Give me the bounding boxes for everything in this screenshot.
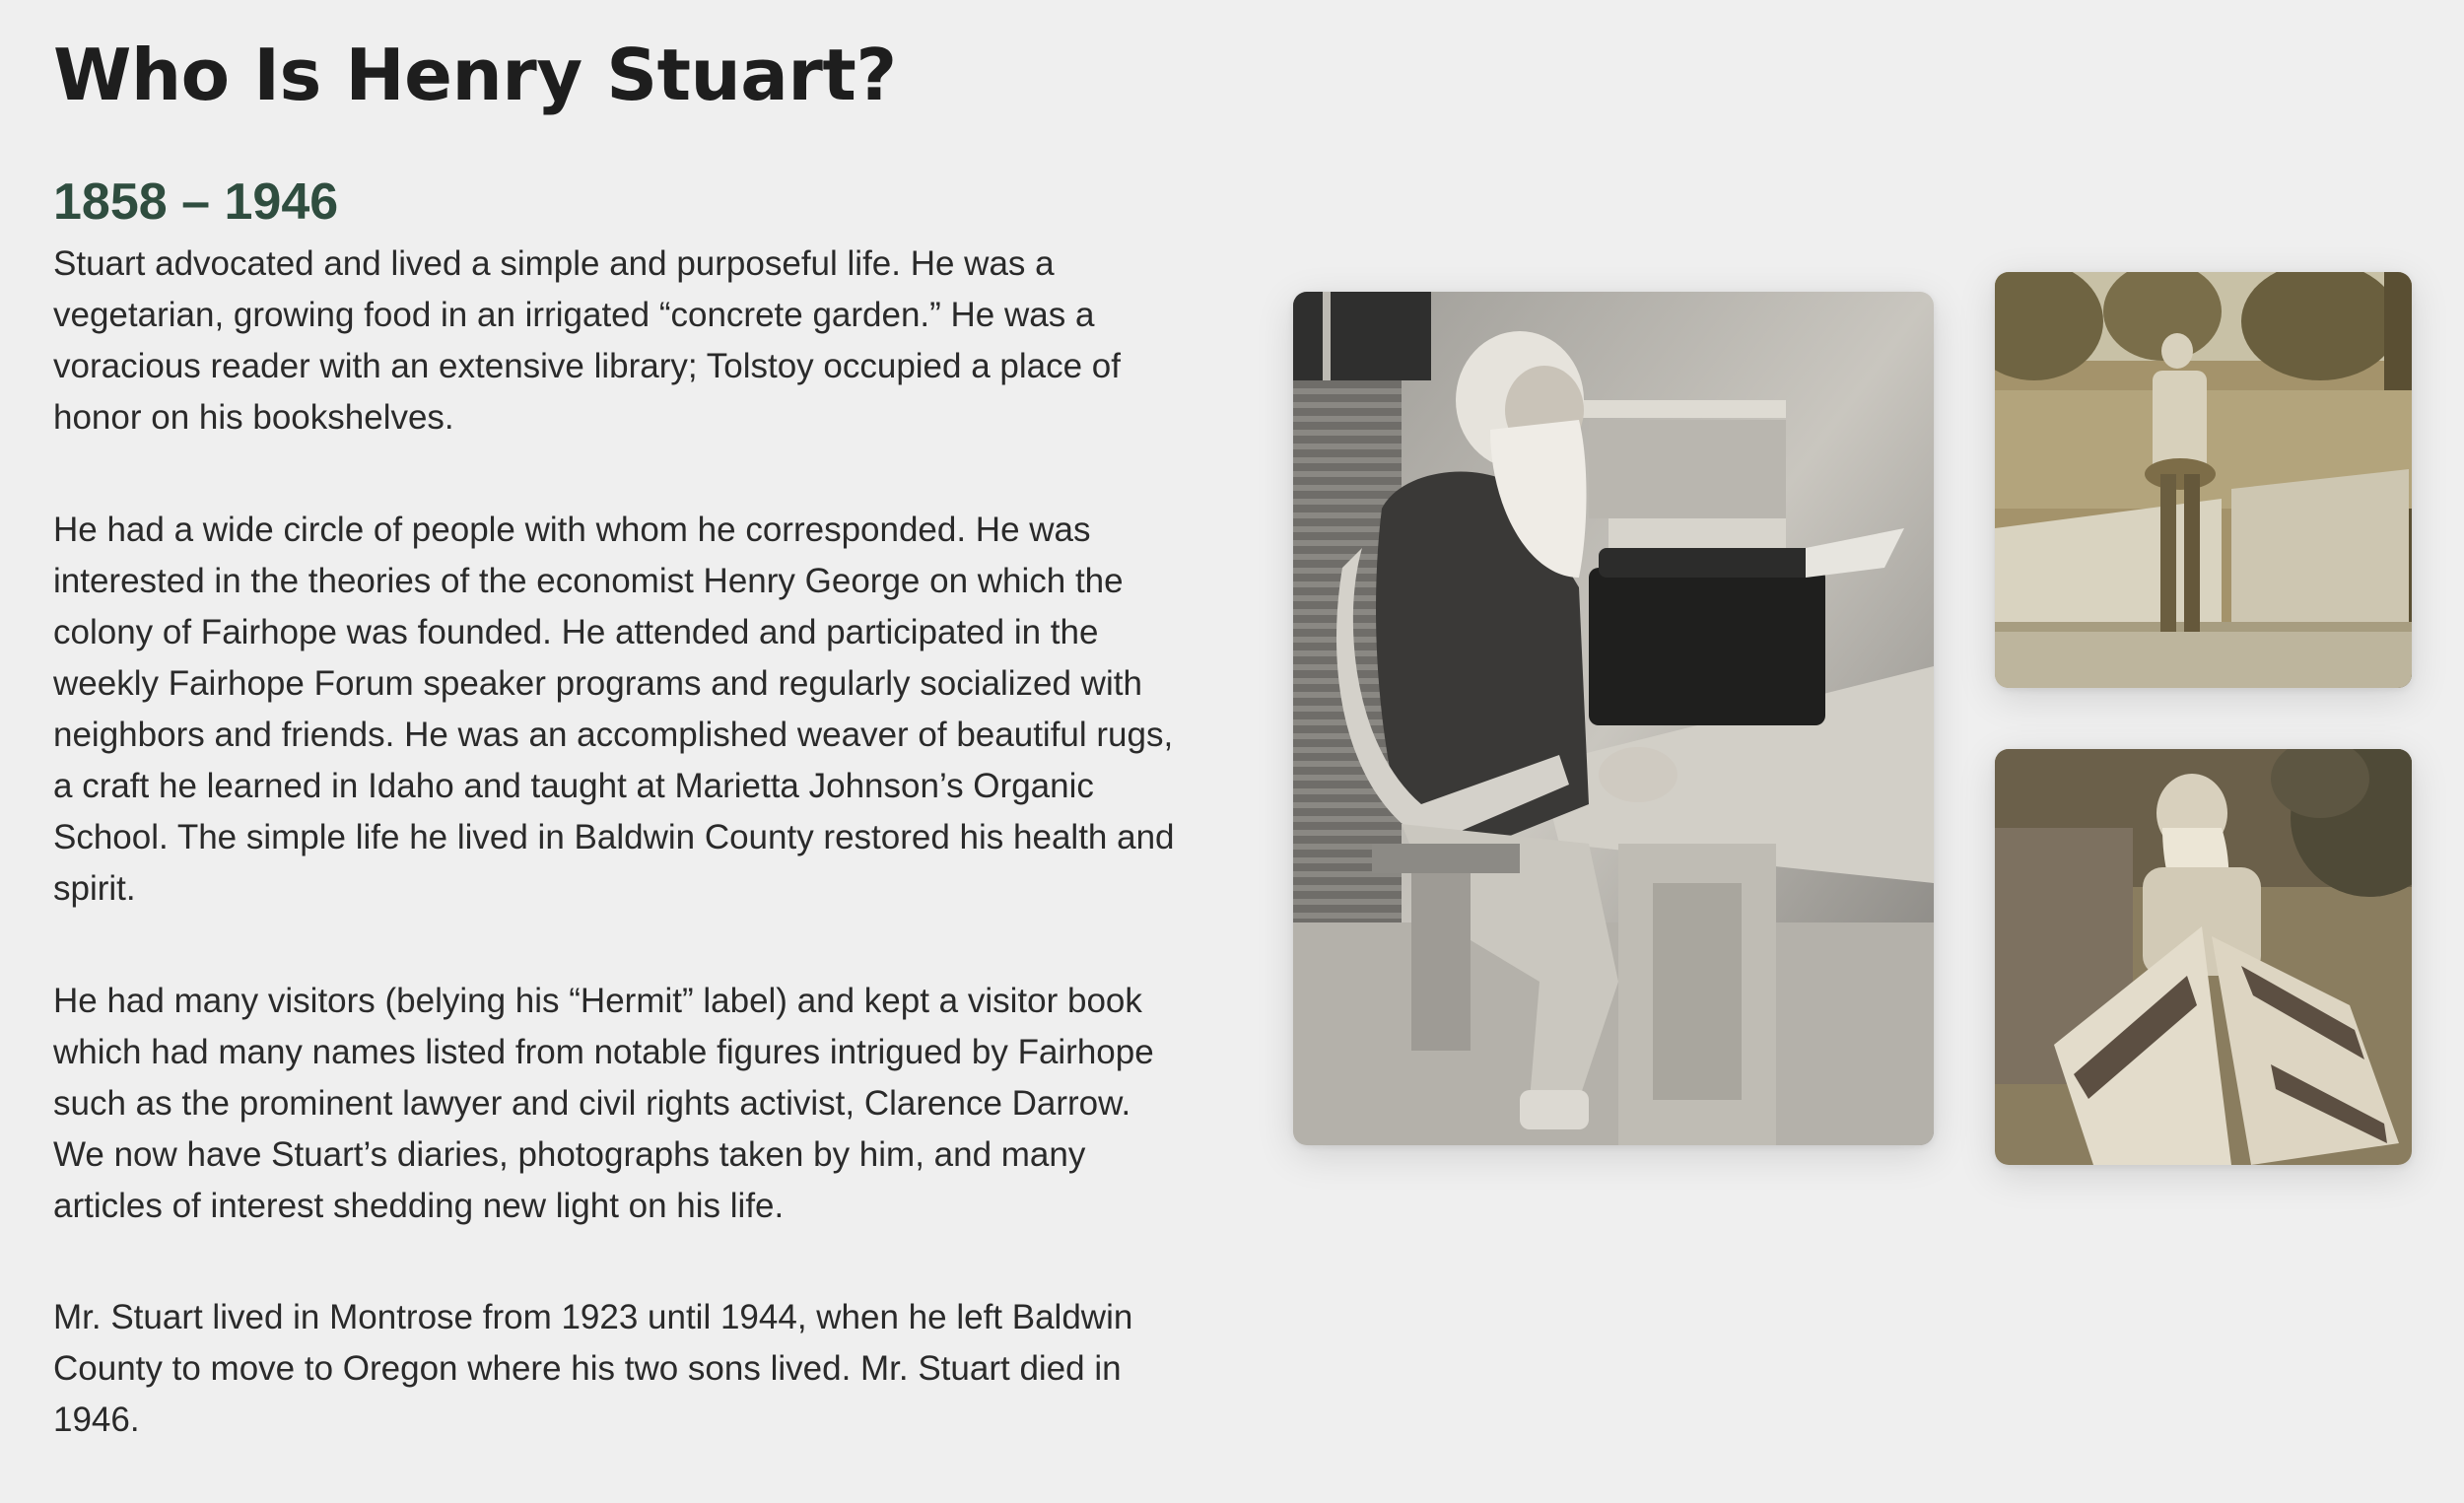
- text-column: [53, 0, 1187, 1439]
- photo-stuart-in-concrete-garden: [1995, 272, 2412, 688]
- page-title: Who Is Henry Stuart?: [53, 34, 897, 116]
- paragraph-visitors: He had many visitors (belying his “Hermit” label) and kept a visitor book which had many names listed from notable figures intrigued by Fairhope such as the prominent lawyer and civil rights activist, Clarence Darrow. We now have Stuart’s diaries, photographs taken by him, and many articles of interest shedding new light on his life.: [53, 982, 1154, 1225]
- photo-stuart-holding-rugs: [1995, 749, 2412, 1165]
- paragraph-simple-life: Stuart advocated and lived a simple and purposeful life. He was a vegetarian, growing food in an irrigated “concrete garden.” He was a voracious reader with an extensive library; Tolstoy occupied a place of honor on his bookshelves.: [53, 244, 1121, 437]
- photo-stuart-at-typewriter: [1293, 292, 1934, 1145]
- life-dates: 1858 – 1946: [53, 173, 339, 231]
- paragraph-correspondence: He had a wide circle of people with whom he corresponded. He was interested in the theories of the economist Henry George on which the colony of Fairhope was founded. He attended and participated in the weekly Fairhope Forum speaker programs and regularly socialized with neighbors and friends. He was an accomplished weaver of beautiful rugs, a craft he learned in Idaho and taught at Marietta Johnson’s Organic School. The simple life he lived in Baldwin County restored his health and spirit.: [53, 511, 1175, 908]
- paragraph-later-life: Mr. Stuart lived in Montrose from 1923 until 1944, when he left Baldwin County to move to Oregon where his two sons lived. Mr. Stuart died in 1946.: [53, 1298, 1133, 1439]
